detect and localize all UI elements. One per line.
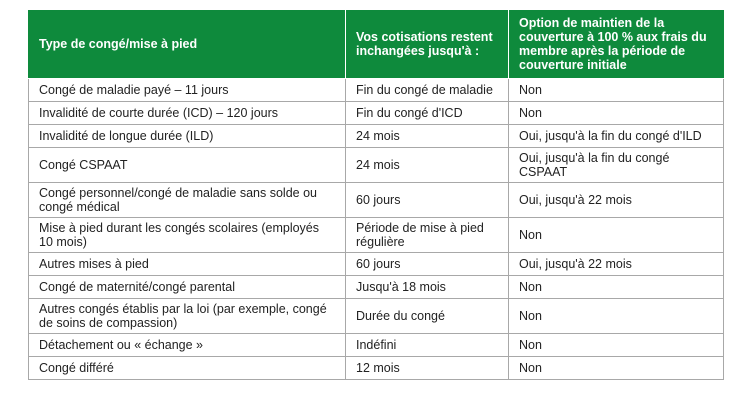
table-header-row xyxy=(29,10,724,79)
cell-leave-type: Invalidité de courte durée (ICD) – 120 jours xyxy=(29,102,346,125)
leave-coverage-table xyxy=(28,10,724,380)
cell-coverage-option: Non xyxy=(509,218,724,253)
cell-contributions: 60 jours xyxy=(346,253,509,276)
cell-leave-type: Autres mises à pied xyxy=(29,253,346,276)
cell-coverage-option: Non xyxy=(509,357,724,380)
cell-leave-type: Invalidité de longue durée (ILD) xyxy=(29,125,346,148)
cell-coverage-option: Oui, jusqu'à la fin du congé CSPAAT xyxy=(509,148,724,183)
table-row xyxy=(29,148,724,183)
cell-coverage-option: Oui, jusqu'à 22 mois xyxy=(509,253,724,276)
table-row xyxy=(29,183,724,218)
table-row xyxy=(29,102,724,125)
cell-leave-type: Congé de maternité/congé parental xyxy=(29,276,346,299)
table-row xyxy=(29,79,724,102)
table-row xyxy=(29,125,724,148)
table-row xyxy=(29,334,724,357)
cell-coverage-option: Non xyxy=(509,299,724,334)
header-contributions: Vos cotisations restent inchangées jusqu'à : xyxy=(346,10,509,79)
header-leave-type: Type de congé/mise à pied xyxy=(29,10,346,79)
header-coverage-option: Option de maintien de la couverture à 100 % aux frais du membre après la période de couverture initiale xyxy=(509,10,724,79)
cell-contributions: 60 jours xyxy=(346,183,509,218)
cell-contributions: 24 mois xyxy=(346,125,509,148)
cell-contributions: Durée du congé xyxy=(346,299,509,334)
cell-coverage-option: Non xyxy=(509,276,724,299)
cell-coverage-option: Oui, jusqu'à la fin du congé d'ILD xyxy=(509,125,724,148)
cell-contributions: 12 mois xyxy=(346,357,509,380)
cell-leave-type: Autres congés établis par la loi (par exemple, congé de soins de compassion) xyxy=(29,299,346,334)
cell-contributions: Période de mise à pied régulière xyxy=(346,218,509,253)
table-row xyxy=(29,357,724,380)
table-row xyxy=(29,218,724,253)
cell-coverage-option: Non xyxy=(509,334,724,357)
table-row xyxy=(29,253,724,276)
leave-table-container xyxy=(28,10,723,380)
cell-contributions: Fin du congé d'ICD xyxy=(346,102,509,125)
cell-contributions: Fin du congé de maladie xyxy=(346,79,509,102)
cell-leave-type: Congé CSPAAT xyxy=(29,148,346,183)
table-row xyxy=(29,299,724,334)
cell-leave-type: Congé différé xyxy=(29,357,346,380)
cell-contributions: Jusqu'à 18 mois xyxy=(346,276,509,299)
cell-contributions: 24 mois xyxy=(346,148,509,183)
cell-leave-type: Mise à pied durant les congés scolaires (employés 10 mois) xyxy=(29,218,346,253)
table-row xyxy=(29,276,724,299)
cell-leave-type: Détachement ou « échange » xyxy=(29,334,346,357)
cell-leave-type: Congé personnel/congé de maladie sans solde ou congé médical xyxy=(29,183,346,218)
cell-coverage-option: Oui, jusqu'à 22 mois xyxy=(509,183,724,218)
cell-contributions: Indéfini xyxy=(346,334,509,357)
cell-coverage-option: Non xyxy=(509,102,724,125)
cell-leave-type: Congé de maladie payé – 11 jours xyxy=(29,79,346,102)
cell-coverage-option: Non xyxy=(509,79,724,102)
